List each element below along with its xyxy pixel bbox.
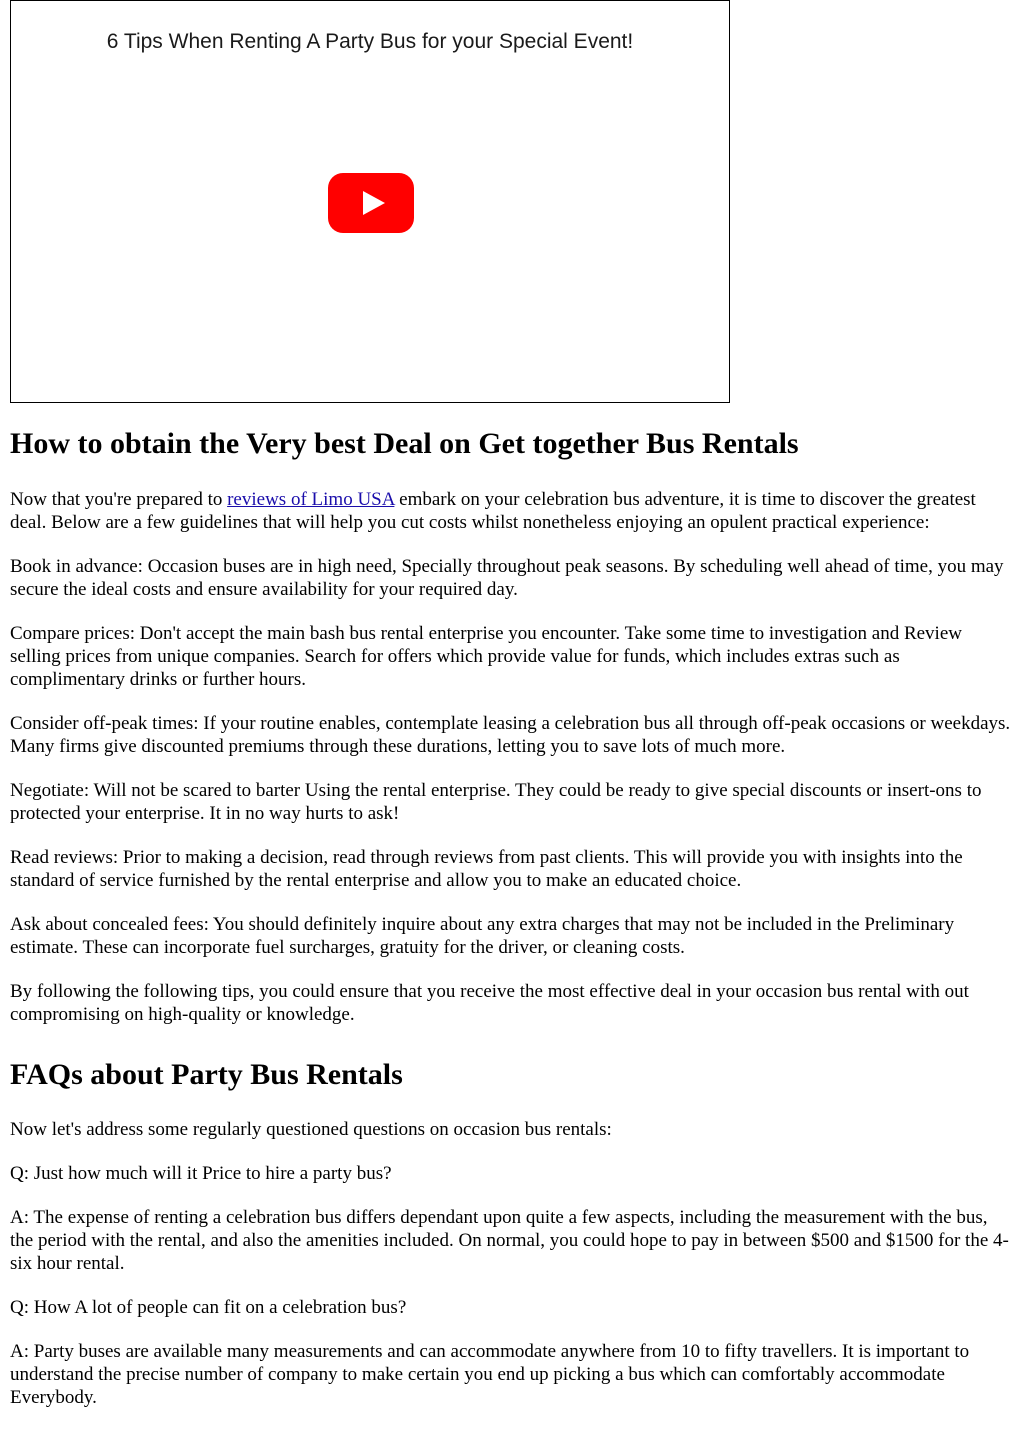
intro-paragraph (10, 488, 1014, 534)
faq-question: Q: Just how much will it Price to hire a party bus? (10, 1163, 392, 1184)
faq-intro: Now let's address some regularly questioned questions on occasion bus rentals: (10, 1119, 612, 1140)
tip-paragraph: Negotiate: Will not be scared to barter Using the rental enterprise. They could be ready to give special discounts or insert-ons to protected your enterprise. It in no way hurts to ask! (10, 780, 982, 824)
section-heading-best-deal: How to obtain the Very best Deal on Get together Bus Rentals (10, 427, 799, 460)
reviews-link[interactable]: reviews of Limo USA (227, 489, 395, 510)
faq-question: Q: How A lot of people can fit on a celebration bus? (10, 1297, 407, 1318)
faq-answer: A: The expense of renting a celebration bus differs dependant upon quite a few aspects, including the measurement with the bus, the period with the rental, and also the amenities included. On normal, you could hope to pay in between $500 and $1500 for the 4-six hour rental. (10, 1207, 1009, 1274)
tip-paragraph: Compare prices: Don't accept the main bash bus rental enterprise you encounter. Take some time to investigation and Review selling prices from unique companies. Search for offers which provide value for funds, which includes extras such as complimentary drinks or further hours. (10, 623, 962, 690)
tip-paragraph: Read reviews: Prior to making a decision, read through reviews from past clients. This will provide you with insights into the standard of service furnished by the rental enterprise and allow you to make an educated choice. (10, 847, 963, 891)
conclusion-paragraph: By following the following tips, you could ensure that you receive the most effective deal in your occasion bus rental with out compromising on high-quality or knowledge. (10, 981, 969, 1025)
intro-text-after-link: embark on your celebration bus adventure, it is time to discover the greatest deal. Below are a few guidelines that will help you cut costs whilst nonetheless enjoying an opulent practical experience: (10, 489, 976, 533)
video-title[interactable]: 6 Tips When Renting A Party Bus for your Special Event! (106, 30, 634, 53)
article-content (10, 426, 1014, 1430)
tip-paragraph: Consider off-peak times: If your routine enables, contemplate leasing a celebration bus all through off-peak occasions or weekdays. Many firms give discounted premiums through these durations, letting you to save lots of much more. (10, 713, 1011, 757)
faq-answer: A: Party buses are available many measurements and can accommodate anywhere from 10 to fifty travellers. It is important to understand the precise number of company to make certain you end up picking a bus which can comfortably accommodate Everybody. (10, 1341, 970, 1408)
play-button[interactable] (328, 173, 414, 233)
intro-text-before-link: Now that you're prepared to (10, 489, 228, 510)
tip-paragraph: Ask about concealed fees: You should definitely inquire about any extra charges that may not be included in the Preliminary estimate. These can incorporate fuel surcharges, gratuity for the driver, or cleaning costs. (10, 914, 955, 958)
play-icon (363, 191, 385, 215)
tip-paragraph: Book in advance: Occasion buses are in high need, Specially throughout peak seasons. By scheduling well ahead of time, you may secure the ideal costs and ensure availability for your required day. (10, 556, 1004, 600)
video-embed[interactable] (10, 0, 730, 403)
section-heading-faqs: FAQs about Party Bus Rentals (10, 1058, 403, 1091)
